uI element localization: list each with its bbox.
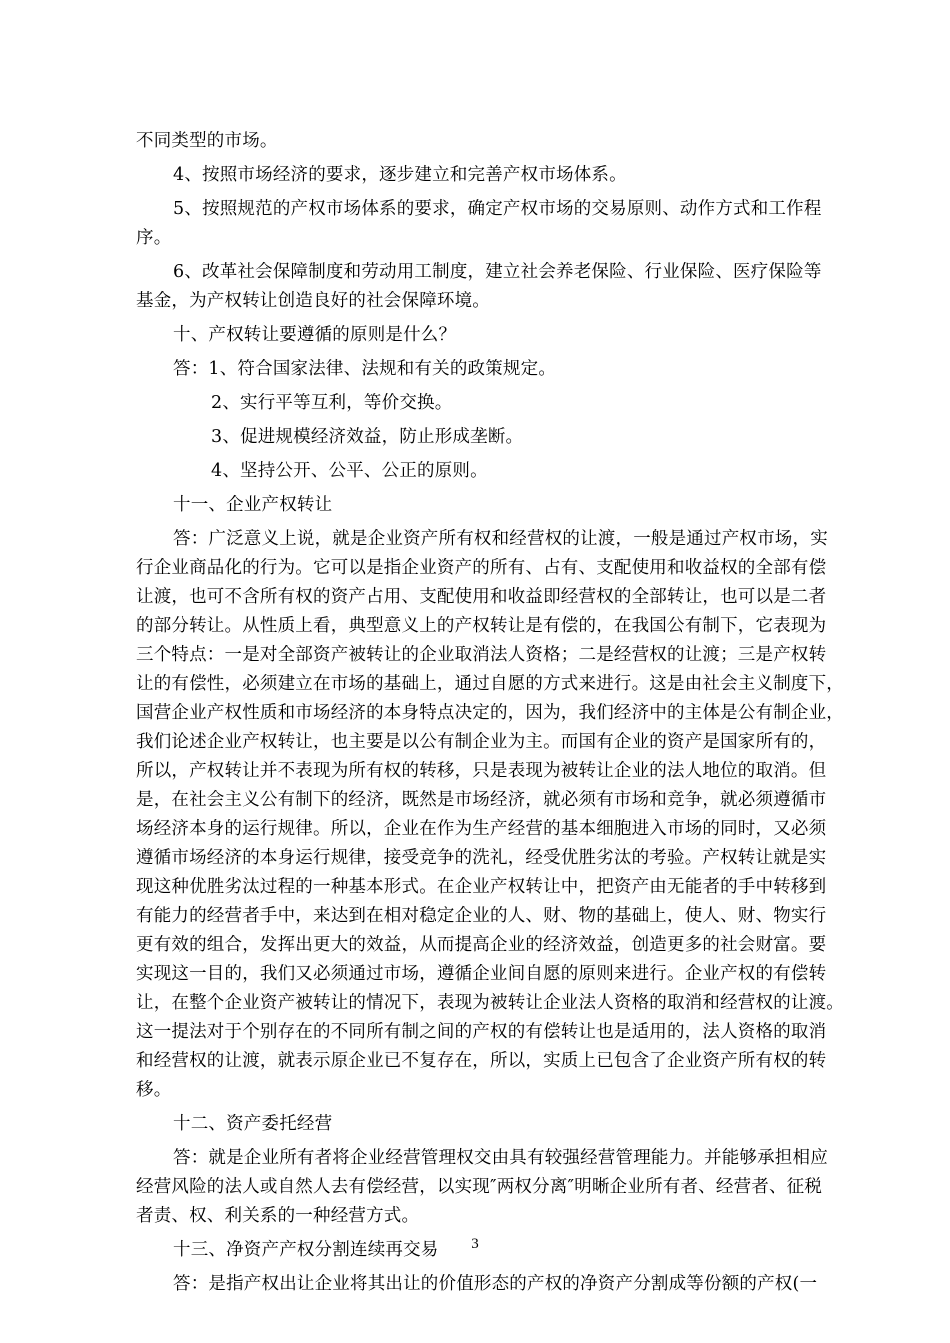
answer-item-2: 2、实行平等互利，等价交换。 [211,393,453,413]
section-heading-10: 十、产权转让要遵循的原则是什么？ [173,325,457,345]
paragraph-line: 答：是指产权出让企业将其出让的价值形态的产权的净资产分割成等份额的产权(一 [173,1274,818,1294]
paragraph-line: 国营企业产权性质和市场经济的本身特点决定的，因为，我们经济中的主体是公有制企业， [136,703,844,723]
paragraph-line: 答：广泛意义上说，就是企业资产所有权和经营权的让渡，一般是通过产权市场，实 [173,529,828,549]
answer-item-3: 3、促进规模经济效益，防止形成垄断。 [211,427,524,447]
list-item-6: 6、改革社会保障制度和劳动用工制度，建立社会养老保险、行业保险、医疗保险等 [173,262,822,282]
section-heading-13: 十三、净资产产权分割连续再交易 [173,1240,439,1260]
paragraph-line: 遵循市场经济的本身运行规律，接受竞争的洗礼，经受优胜劣汰的考验。产权转让就是实 [136,848,827,868]
section-heading-12: 十二、资产委托经营 [173,1114,333,1134]
page-number: 3 [471,1236,479,1252]
paragraph-line: 这一提法对于个别存在的不同所有制之间的产权的有偿转让也是适用的，法人资格的取消 [136,1022,827,1042]
paragraph-line: 三个特点：一是对全部资产被转让的企业取消法人资格；二是经营权的让渡；三是产权转 [136,645,827,665]
list-item-5: 5、按照规范的产权市场体系的要求，确定产权市场的交易原则、动作方式和工作程 [173,199,822,219]
paragraph-line: 是，在社会主义公有制下的经济，既然是市场经济，就必须有市场和竞争，就必须遵循市 [136,790,827,810]
paragraph-line: 行企业商品化的行为。它可以是指企业资产的所有、占有、支配使用和收益权的全部有偿 [136,558,827,578]
answer-item-4: 4、坚持公开、公平、公正的原则。 [211,461,488,481]
answer-item-1: 答：1、符合国家法律、法规和有关的政策规定。 [173,359,557,379]
paragraph-line: 者责、权、利关系的一种经营方式。 [136,1206,420,1226]
paragraph-line: 让，在整个企业资产被转让的情况下，表现为被转让企业法人资格的取消和经营权的让渡。 [136,993,844,1013]
paragraph-line: 让的有偿性，必须建立在市场的基础上，通过自愿的方式来进行。这是由社会主义制度下， [136,674,844,694]
paragraph-line: 经营风险的法人或自然人去有偿经营，以实现″两权分离″明晰企业所有者、经营者、征税 [136,1177,823,1197]
paragraph-line: 现这种优胜劣汰过程的一种基本形式。在企业产权转让中，把资产由无能者的手中转移到 [136,877,827,897]
paragraph-line: 移。 [136,1080,172,1100]
text-line: 序。 [136,228,172,248]
paragraph-line: 实现这一目的，我们又必须通过市场，遵循企业间自愿的原则来进行。企业产权的有偿转 [136,964,827,984]
document-body [136,127,872,1299]
paragraph-line: 答：就是企业所有者将企业经营管理权交由具有较强经营管理能力。并能够承担相应 [173,1148,828,1168]
paragraph-line: 更有效的组合，发挥出更大的效益，从而提高企业的经济效益，创造更多的社会财富。要 [136,935,827,955]
list-item-4: 4、按照市场经济的要求，逐步建立和完善产权市场体系。 [173,165,627,185]
section-heading-11: 十一、企业产权转让 [173,495,333,515]
text-line: 基金，为产权转让创造良好的社会保障环境。 [136,291,490,311]
paragraph-line: 和经营权的让渡，就表示原企业已不复存在，所以，实质上已包含了企业资产所有权的转 [136,1051,827,1071]
paragraph-line: 我们论述企业产权转让，也主要是以公有制企业为主。而国有企业的资产是国家所有的， [136,732,827,752]
paragraph-line: 所以，产权转让并不表现为所有权的转移，只是表现为被转让企业的法人地位的取消。但 [136,761,827,781]
paragraph-line: 让渡，也可不含所有权的资产占用、支配使用和收益即经营权的全部转让，也可以是二者 [136,587,827,607]
text-line: 不同类型的市场。 [136,131,278,151]
paragraph-line: 的部分转让。从性质上看，典型意义上的产权转让是有偿的，在我国公有制下，它表现为 [136,616,827,636]
paragraph-line: 有能力的经营者手中，来达到在相对稳定企业的人、财、物的基础上，使人、财、物实行 [136,906,827,926]
paragraph-line: 场经济本身的运行规律。所以，企业在作为生产经营的基本细胞进入市场的同时，又必须 [136,819,827,839]
